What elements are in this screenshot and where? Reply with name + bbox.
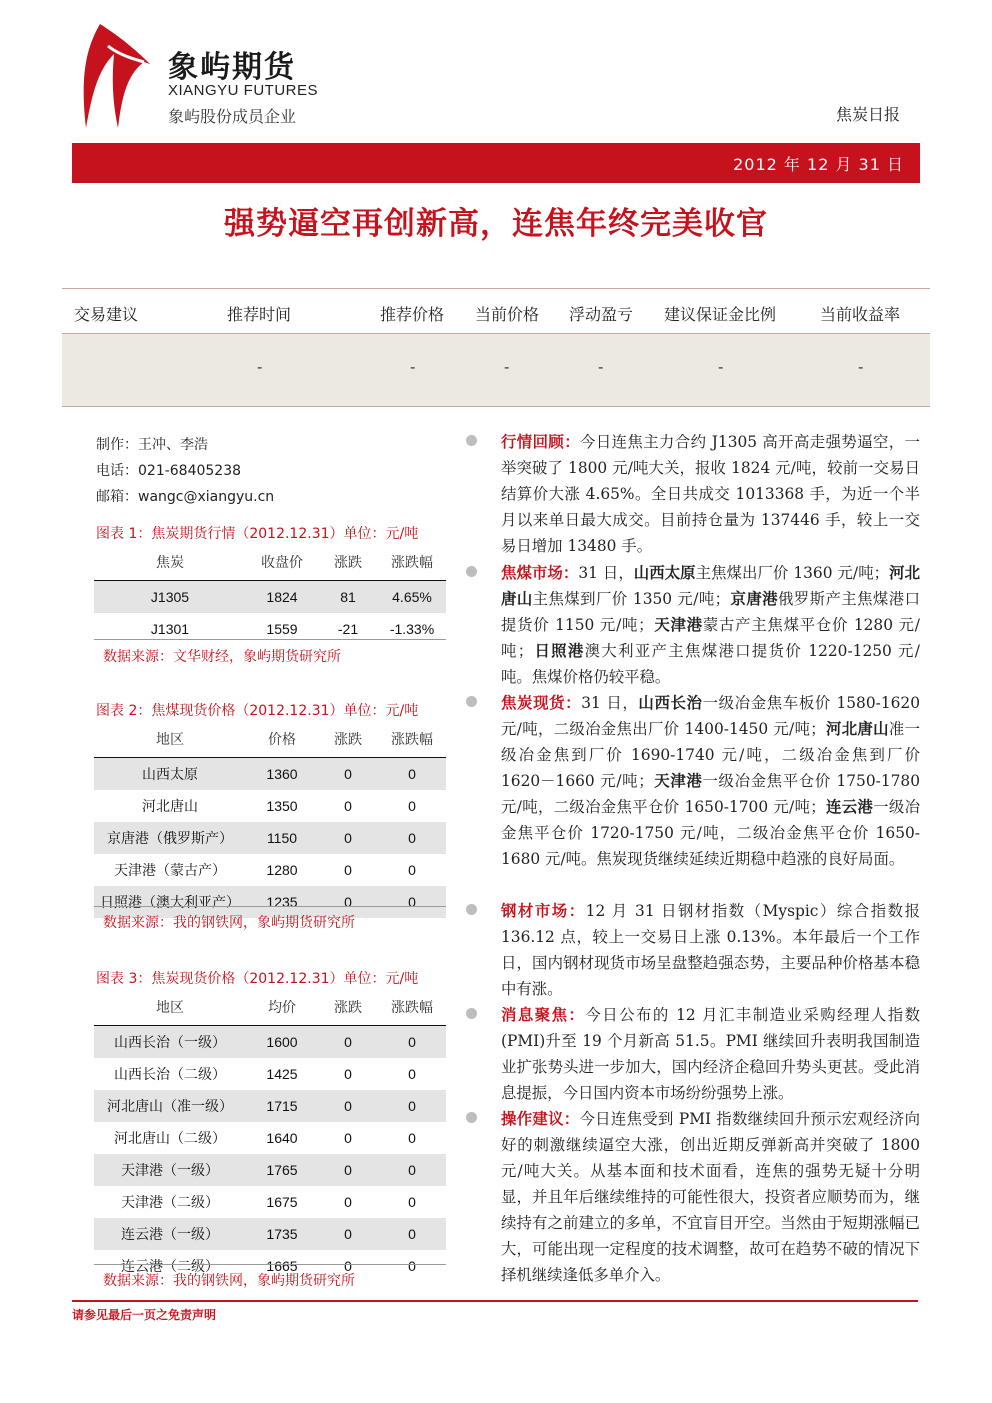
- paragraph-lead: 钢材市场：: [501, 902, 586, 920]
- change-pct-cell: 0: [378, 1154, 446, 1186]
- table2-title: 图表 2：焦煤现货价格（2012.12.31）单位：元/吨: [96, 703, 419, 719]
- bullet-icon: [466, 566, 477, 577]
- table-header-cell: 均价: [268, 1000, 296, 1016]
- change-cell: 0: [344, 1130, 352, 1146]
- report-type: 焦炭日报: [835, 105, 900, 124]
- contract-cell: J1305: [94, 581, 246, 614]
- change-cell: 0: [344, 1194, 352, 1210]
- paragraph-text: 主焦煤出厂价 1360 元/吨；: [695, 564, 890, 582]
- avg-price-cell: 1425: [266, 1066, 298, 1082]
- trade-header-cell: 建议保证金比例: [664, 305, 777, 324]
- paragraph-text: 12 月 31 日钢材指数（Myspic）综合指数报 136.12 点，较上一交易日上涨 0.13%。本年最后一个工作日，国内钢材现货市场呈盘整趋强态势，主要品种价格基本稳中有涨。: [501, 902, 920, 998]
- footer-divider: [72, 1300, 918, 1302]
- region-cell: 河北唐山（二级）: [114, 1131, 226, 1147]
- table-row: [94, 1122, 446, 1154]
- bullet-icon: [466, 435, 477, 446]
- price-cell: 1280: [266, 862, 298, 878]
- trade-header-cell: 推荐时间: [227, 305, 292, 324]
- paragraph-lead: 焦煤市场：: [501, 564, 579, 582]
- author-line: 制作：王冲、李浩: [96, 437, 208, 453]
- change-cell: 0: [344, 862, 352, 878]
- change-cell: 0: [344, 1258, 352, 1274]
- trade-suggestion-table: [62, 288, 930, 407]
- paragraph-lead: 焦炭现货：: [501, 694, 582, 712]
- trade-header-cell: 浮动盈亏: [569, 305, 634, 324]
- change-cell: 0: [344, 798, 352, 814]
- trade-value-row: [62, 334, 930, 407]
- contract-cell: J1301: [150, 621, 190, 637]
- disclaimer-note: 请参见最后一页之免责声明: [72, 1308, 217, 1322]
- region-name: 山西长治: [638, 694, 703, 712]
- brand-name-en: XIANGYU FUTURES: [168, 82, 319, 99]
- coking-coal-spot-table: [94, 721, 446, 918]
- paragraph-text: 31 日，: [578, 564, 634, 582]
- table-header-row: [94, 544, 446, 581]
- paragraph-text: 一级冶金焦车板价 1580-1620 元/吨，二级冶金焦出厂价 1400-1450 元/吨；: [501, 694, 920, 738]
- change-pct-cell: 0: [408, 798, 416, 814]
- paragraph-text: 今日连焦主力合约 J1305 高开高走强势逼空，一举突破了 1800 元/吨大关，报收 1824 元/吨，较前一交易日结算价大涨 4.65%。全日共成交 1013368 手，为近一个半月以来单日最大成交。目前持仓量为 137446 手，较上一交易日增加 13480 手。: [501, 433, 920, 555]
- table-header-cell: 价格: [268, 732, 296, 748]
- page-title: 强势逼空再创新高，连焦年终完美收官: [224, 206, 768, 242]
- change-cell: 0: [318, 886, 378, 918]
- trade-value-cell: -: [410, 358, 416, 376]
- change-pct-cell: 0: [408, 1066, 416, 1082]
- region-cell: 天津港（蒙古产）: [114, 863, 226, 879]
- table-row: [94, 581, 446, 614]
- table-header-row: [94, 721, 446, 758]
- price-cell: 1350: [266, 798, 298, 814]
- paragraph-text: 今日连焦受到 PMI 指数继续回升预示宏观经济向好的刺激继续逼空大涨，创出近期反弹新高并突破了 1800 元/吨大关。从基本面和技术面看，连焦的强势无疑十分明显，并且年后继续维持的可能性很大，投资者应顺势而为，继续持有之前建立的多单，不宜盲目开空。当然由于短期涨幅已大，可能出现一定程度的技术调整，故可在趋势不破的情况下择机继续逢低多单介入。: [501, 1110, 920, 1284]
- price-cell: 1360: [246, 758, 318, 791]
- region-cell: 山西太原: [94, 758, 246, 791]
- paragraph-text: 一级冶金焦平仓价 1720-1750 元/吨，二级冶金焦平仓价 1650-1680 元/吨。焦炭现货继续延续近期稳中趋涨的良好局面。: [501, 798, 920, 868]
- change-pct-cell: 0: [378, 886, 446, 918]
- avg-price-cell: 1640: [266, 1130, 298, 1146]
- date-bar: [72, 143, 920, 183]
- region-name: 连云港: [825, 798, 874, 816]
- change-pct-cell: 0: [378, 1026, 446, 1059]
- table3-source: 数据来源：我的钢铁网，象屿期货研究所: [103, 1273, 355, 1289]
- region-cell: 日照港（澳大利亚产）: [94, 886, 246, 918]
- table-header-cell: 涨跌: [334, 555, 362, 571]
- bullet-icon: [466, 696, 477, 707]
- paragraph-text: 31 日，: [581, 694, 639, 712]
- trade-header-cell: 交易建议: [74, 305, 139, 324]
- region-cell: 河北唐山: [142, 799, 198, 815]
- change-cell: 0: [318, 1218, 378, 1250]
- bullet-icon: [466, 904, 477, 915]
- table-header-cell: 涨跌幅: [391, 555, 433, 571]
- change-pct-cell: 0: [378, 1218, 446, 1250]
- report-date: 2012 年 12 月 31 日: [733, 155, 904, 174]
- brand-name-cn: 象屿期货: [168, 50, 296, 85]
- steel-market-paragraph: [466, 898, 920, 1002]
- avg-price-cell: 1675: [266, 1194, 298, 1210]
- paragraph-lead: 行情回顾：: [501, 433, 581, 451]
- change-pct-cell: 0: [408, 1194, 416, 1210]
- change-pct-cell: 0: [408, 1258, 416, 1274]
- region-name: 天津港: [653, 772, 703, 790]
- xiangyu-logo-icon: [78, 24, 150, 128]
- trade-value-cell: -: [598, 358, 604, 376]
- region-name: 日照港: [533, 642, 585, 660]
- change-cell: 0: [318, 1026, 378, 1059]
- change-cell: -21: [337, 621, 359, 637]
- change-pct-cell: 0: [408, 862, 416, 878]
- paragraph-text: 今日公布的 12 月汇丰制造业采购经理人指数(PMI)升至 19 个月新高 51.5。PMI 继续回升表明我国制造业扩张势头进一步加大，国内经济企稳回升势头更甚。受此消息提振，今日国内资本市场纷纷强势上涨。: [501, 1006, 920, 1102]
- table-row: [94, 1186, 446, 1218]
- change-cell: 0: [318, 1090, 378, 1122]
- table-header-cell: 涨跌: [334, 732, 362, 748]
- trade-value-cell: -: [504, 358, 510, 376]
- paragraph-lead: 消息聚焦：: [501, 1006, 586, 1024]
- region-name: 河北唐山: [501, 564, 920, 608]
- phone-line: 电话：021-68405238: [96, 463, 242, 479]
- coke-spot-table: [94, 989, 446, 1282]
- region-name: 河北唐山: [825, 720, 889, 738]
- paragraph-text: 准一级冶金焦到厂价 1690-1740 元/吨，二级冶金焦到厂价 1620－1660 元/吨；: [501, 720, 920, 790]
- change-pct-cell: 0: [378, 822, 446, 854]
- trade-value-cell: -: [718, 358, 724, 376]
- trading-advice-paragraph: [466, 1106, 920, 1288]
- region-cell: 天津港（一级）: [94, 1154, 246, 1186]
- region-cell: 连云港（二级）: [121, 1259, 219, 1275]
- trade-value-cell: -: [858, 358, 864, 376]
- paragraph-text: 主焦煤到厂价 1350 元/吨；: [532, 590, 731, 608]
- paragraph-lead: 操作建议：: [501, 1110, 580, 1128]
- table1-title: 图表 1：焦炭期货行情（2012.12.31）单位：元/吨: [96, 526, 419, 542]
- table-divider: [94, 906, 446, 907]
- table-header-cell: 涨跌: [334, 1000, 362, 1016]
- region-name: 京唐港: [730, 590, 778, 608]
- close-price-cell: 1824: [246, 581, 318, 614]
- region-cell: 天津港（二级）: [121, 1195, 219, 1211]
- paragraph-text: 俄罗斯产主焦煤港口提货价 1150 元/吨；: [501, 590, 920, 634]
- table-row: [94, 1058, 446, 1090]
- change-pct-cell: 0: [408, 1130, 416, 1146]
- paragraph-text: 澳大利亚产主焦煤港口提货价 1220-1250 元/吨。焦煤价格仍较平稳。: [501, 642, 920, 686]
- news-focus-paragraph: [466, 1002, 920, 1106]
- change-cell: 0: [318, 1154, 378, 1186]
- trade-value-cell: -: [257, 358, 263, 376]
- region-name: 山西太原: [633, 564, 696, 582]
- avg-price-cell: 1600: [246, 1026, 318, 1059]
- close-price-cell: 1559: [266, 621, 298, 637]
- change-cell: 81: [318, 581, 378, 614]
- coke-spot-paragraph: [466, 690, 920, 872]
- table-row: [94, 1218, 446, 1250]
- change-pct-cell: 0: [378, 758, 446, 791]
- market-review-paragraph: [466, 429, 920, 559]
- table3-title: 图表 3：焦炭现货价格（2012.12.31）单位：元/吨: [96, 971, 419, 987]
- table-row: [94, 758, 446, 791]
- change-cell: 0: [318, 758, 378, 791]
- table-header-cell: 地区: [156, 732, 184, 748]
- bullet-icon: [466, 1112, 477, 1123]
- futures-quote-table: [94, 544, 446, 645]
- avg-price-cell: 1715: [246, 1090, 318, 1122]
- avg-price-cell: 1665: [266, 1258, 298, 1274]
- table-header-cell: 收盘价: [261, 555, 303, 571]
- avg-price-cell: 1765: [246, 1154, 318, 1186]
- table1-source: 数据来源：文华财经，象屿期货研究所: [103, 649, 341, 665]
- table-row: [94, 790, 446, 822]
- table-row: [94, 1154, 446, 1186]
- paragraph-text: 一级冶金焦平仓价 1750-1780 元/吨，二级冶金焦平仓价 1650-1700 元/吨；: [501, 772, 920, 816]
- region-cell: 山西长治（二级）: [114, 1067, 226, 1083]
- trade-header-cell: 当前收益率: [820, 305, 901, 324]
- table-header-cell: 涨跌幅: [391, 1000, 433, 1016]
- brand-subtitle: 象屿股份成员企业: [168, 107, 297, 126]
- region-cell: 连云港（一级）: [94, 1218, 246, 1250]
- region-cell: 山西长治（一级）: [94, 1026, 246, 1059]
- region-name: 天津港: [653, 616, 703, 634]
- table-row: [94, 1026, 446, 1059]
- bullet-icon: [466, 1008, 477, 1019]
- trade-header-cell: 当前价格: [475, 305, 540, 324]
- table-row: [94, 854, 446, 886]
- change-cell: 0: [318, 822, 378, 854]
- trade-header-row: [62, 288, 930, 334]
- coking-coal-market-paragraph: [466, 560, 920, 690]
- region-cell: 京唐港（俄罗斯产）: [94, 822, 246, 854]
- trade-header-cell: 推荐价格: [380, 305, 445, 324]
- price-cell: 1235: [246, 886, 318, 918]
- change-cell: 0: [344, 1066, 352, 1082]
- change-pct-cell: 0: [378, 1090, 446, 1122]
- table-header-cell: 焦炭: [156, 555, 184, 571]
- avg-price-cell: 1735: [246, 1218, 318, 1250]
- table-header-row: [94, 989, 446, 1026]
- table-header-cell: 地区: [156, 1000, 184, 1016]
- change-pct-cell: -1.33%: [389, 621, 435, 637]
- table-row: [94, 1090, 446, 1122]
- table2-source: 数据来源：我的钢铁网，象屿期货研究所: [103, 915, 355, 931]
- email-line: 邮箱：wangc@xiangyu.cn: [96, 489, 275, 505]
- paragraph-text: 蒙古产主焦煤平仓价 1280 元/吨；: [501, 616, 920, 660]
- table-divider: [94, 639, 446, 640]
- table-header-cell: 涨跌幅: [391, 732, 433, 748]
- table-divider: [94, 1264, 446, 1265]
- region-cell: 河北唐山（准一级）: [94, 1090, 246, 1122]
- change-pct-cell: 4.65%: [378, 581, 446, 614]
- table-row: [94, 613, 446, 645]
- table-row: [94, 822, 446, 854]
- price-cell: 1150: [246, 822, 318, 854]
